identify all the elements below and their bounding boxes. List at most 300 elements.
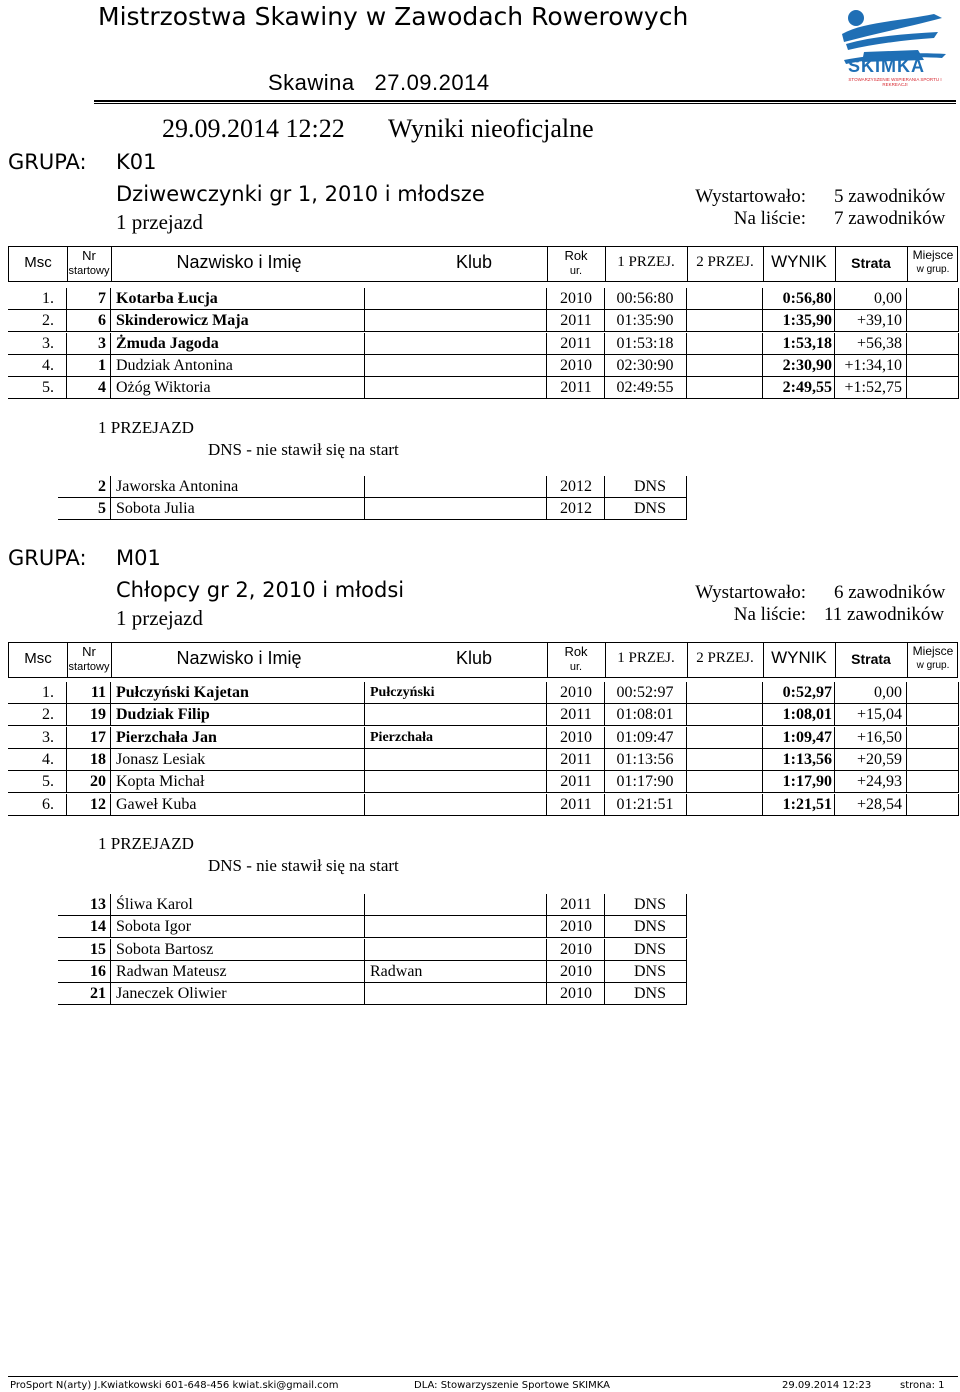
dns-row: [8, 961, 958, 983]
result-group-place: [906, 333, 958, 355]
row-column-separator: [110, 794, 111, 816]
result-name: Pierzchała Jan: [116, 728, 217, 746]
row-column-separator: [110, 333, 111, 355]
logo-wordmark: SKIMKA: [848, 56, 925, 76]
row-column-separator: [686, 476, 687, 498]
group-label: GRUPA:: [8, 546, 87, 570]
result-place: 3.: [42, 334, 54, 352]
dns-name: Sobota Julia: [116, 500, 195, 518]
row-column-separator: [546, 476, 547, 498]
row-column-separator: [686, 939, 687, 961]
column-header-wynik: [763, 649, 835, 667]
column-header-rok-text2: ur.: [569, 660, 583, 673]
row-column-separator: [762, 377, 763, 399]
column-header-club-text: Klub: [455, 648, 493, 668]
logo-subtext: STOWARZYSZENIE WSPIERANIA SPORTU I REKREACJI: [848, 77, 942, 87]
row-column-separator: [110, 916, 111, 938]
row-column-separator: [364, 961, 365, 983]
column-header-strata-text: Strata: [851, 255, 891, 271]
result-run2: [686, 682, 762, 704]
result-run2: [686, 355, 762, 377]
result-group-place: [906, 355, 958, 377]
column-header-msc: [9, 255, 67, 271]
row-column-separator: [958, 749, 959, 771]
result-place: 1.: [42, 290, 54, 307]
result-birth-year: 2011: [560, 312, 592, 330]
row-column-separator: [364, 771, 365, 793]
row-column-separator: [834, 310, 835, 332]
row-column-separator: [604, 894, 605, 916]
row-column-separator: [958, 333, 959, 355]
row-column-separator: [686, 749, 687, 771]
row-column-separator: [546, 939, 547, 961]
row-column-separator: [604, 704, 605, 726]
row-column-separator: [546, 310, 547, 332]
result-gap: +56,38: [856, 334, 902, 352]
result-row: [8, 288, 958, 310]
row-column-separator: [686, 288, 687, 310]
row-column-separator: [906, 377, 907, 399]
row-column-separator: [762, 310, 763, 332]
row-column-separator: [604, 939, 605, 961]
listed-value: 7 zawodników: [834, 208, 946, 229]
row-column-separator: [686, 377, 687, 399]
column-header-miejsce: [907, 249, 959, 275]
dns-bib: 14: [90, 918, 106, 936]
row-column-separator: [604, 682, 605, 704]
column-header-nr-text: Nr: [82, 248, 96, 263]
row-column-separator: [364, 288, 365, 310]
footer-page: strona: 1: [900, 1380, 945, 1391]
dns-status: DNS: [633, 962, 666, 980]
row-column-separator: [762, 749, 763, 771]
row-column-separator: [364, 749, 365, 771]
row-column-separator: [958, 682, 959, 704]
row-column-separator: [906, 704, 907, 726]
row-column-separator: [906, 727, 907, 749]
row-column-separator: [604, 916, 605, 938]
event-place-date: Skawina 27.09.2014: [268, 70, 490, 95]
result-row: [8, 355, 958, 377]
column-header-rok: [547, 645, 605, 673]
row-column-separator: [364, 916, 365, 938]
result-club: [370, 288, 546, 310]
column-header-p1-text: 1 PRZEJ.: [617, 254, 675, 270]
row-column-separator: [762, 333, 763, 355]
row-column-separator: [546, 377, 547, 399]
result-run2: [686, 377, 762, 399]
row-column-separator: [906, 771, 907, 793]
header-column-separator: [111, 247, 112, 281]
row-column-separator: [110, 961, 111, 983]
result-run1: 01:35:90: [616, 312, 674, 330]
row-column-separator: [686, 310, 687, 332]
dns-club: [370, 983, 546, 1005]
row-column-separator: [364, 498, 365, 520]
result-group-place: [906, 310, 958, 332]
result-birth-year: 2010: [560, 290, 592, 307]
result-run2: [686, 794, 762, 816]
result-bib: 1: [98, 356, 106, 374]
result-place: 1.: [42, 684, 54, 701]
dns-name: Jaworska Antonina: [116, 478, 239, 495]
row-column-separator: [906, 682, 907, 704]
row-column-separator: [958, 704, 959, 726]
dns-birth-year: 2012: [560, 478, 592, 495]
row-divider: [58, 519, 686, 520]
result-row: [8, 727, 958, 749]
row-column-separator: [762, 682, 763, 704]
group-name: Chłopcy gr 2, 2010 i młodsi: [116, 578, 405, 602]
row-column-separator: [686, 704, 687, 726]
row-column-separator: [66, 310, 67, 332]
row-column-separator: [364, 310, 365, 332]
listed-value: 11 zawodników: [824, 604, 945, 625]
result-group-place: [906, 749, 958, 771]
group-run: 1 przejazd: [116, 210, 203, 234]
row-column-separator: [834, 333, 835, 355]
result-run1: 02:49:55: [616, 379, 674, 397]
column-header-name-text: Nazwisko i Imię: [176, 252, 302, 272]
result-club: [370, 749, 546, 771]
result-club: [370, 333, 546, 355]
row-column-separator: [546, 727, 547, 749]
result-bib: 12: [90, 795, 106, 813]
result-club: [370, 310, 546, 332]
result-total: 1:21,51: [782, 795, 832, 813]
result-place: 5.: [42, 379, 54, 397]
row-column-separator: [364, 983, 365, 1005]
result-group-place: [906, 288, 958, 310]
row-column-separator: [686, 727, 687, 749]
row-column-separator: [110, 288, 111, 310]
row-column-separator: [604, 476, 605, 498]
result-group-place: [906, 794, 958, 816]
result-row: [8, 771, 958, 793]
result-run2: [686, 333, 762, 355]
dns-status: DNS: [633, 940, 666, 958]
column-header-miejsce-text: Miejsce: [912, 248, 954, 262]
row-column-separator: [110, 355, 111, 377]
result-place: 4.: [42, 750, 54, 768]
result-name: Skinderowicz Maja: [116, 312, 249, 330]
result-gap: 0,00: [874, 684, 902, 701]
results-table-header: [8, 246, 958, 282]
column-header-p2-text: 2 PRZEJ.: [696, 650, 754, 666]
dns-row: [8, 939, 958, 961]
dns-bib: 15: [90, 940, 106, 958]
dns-club: [370, 939, 546, 961]
result-total: 1:53,18: [782, 334, 832, 352]
row-column-separator: [604, 377, 605, 399]
row-column-separator: [546, 288, 547, 310]
result-run1: 01:21:51: [616, 795, 674, 813]
results-status: Wyniki nieoficjalne: [388, 114, 594, 143]
row-column-separator: [906, 333, 907, 355]
result-group-place: [906, 704, 958, 726]
result-row: [8, 794, 958, 816]
result-place: 3.: [42, 728, 54, 746]
row-column-separator: [686, 498, 687, 520]
row-column-separator: [546, 333, 547, 355]
dns-name: Śliwa Karol: [116, 896, 193, 913]
row-divider: [8, 815, 958, 816]
row-column-separator: [604, 310, 605, 332]
result-bib: 7: [98, 290, 106, 307]
result-club: [370, 377, 546, 399]
result-name: Kotarba Łucja: [116, 290, 218, 307]
result-gap: +1:34,10: [844, 356, 902, 374]
column-header-rok-text: Rok: [564, 248, 588, 263]
column-header-msc-text: Msc: [24, 254, 52, 271]
started-value: 6 zawodników: [834, 582, 946, 603]
row-column-separator: [110, 939, 111, 961]
result-run1: 00:56:80: [616, 290, 674, 307]
row-column-separator: [546, 749, 547, 771]
result-run1: 01:17:90: [616, 773, 674, 791]
row-column-separator: [604, 983, 605, 1005]
row-column-separator: [604, 961, 605, 983]
result-birth-year: 2010: [560, 356, 592, 374]
column-header-wynik-text: WYNIK: [771, 648, 827, 667]
result-run2: [686, 288, 762, 310]
result-birth-year: 2011: [560, 706, 592, 724]
row-column-separator: [834, 682, 835, 704]
result-total: 1:13,56: [782, 750, 832, 768]
footer-software: ProSport N(arty) J.Kwiatkowski 601-648-456 kwiat.ski@gmail.com: [10, 1380, 339, 1391]
results-timestamp: 29.09.2014 12:22: [162, 114, 345, 143]
row-column-separator: [546, 704, 547, 726]
result-group-place: [906, 682, 958, 704]
dns-name: Radwan Mateusz: [116, 962, 227, 980]
dns-row: [8, 916, 958, 938]
dns-club: [370, 476, 546, 498]
result-birth-year: 2011: [560, 773, 592, 791]
column-header-strata-text: Strata: [851, 651, 891, 667]
started-label: Wystartowało:: [695, 186, 806, 207]
column-header-p1: [605, 255, 687, 271]
row-column-separator: [364, 355, 365, 377]
result-name: Ożóg Wiktoria: [116, 379, 211, 397]
result-total: 2:49,55: [782, 379, 832, 397]
result-club: [370, 355, 546, 377]
result-run2: [686, 310, 762, 332]
column-header-club: [429, 253, 519, 272]
row-column-separator: [686, 682, 687, 704]
dns-birth-year: 2010: [560, 962, 592, 980]
row-column-separator: [686, 894, 687, 916]
row-column-separator: [906, 749, 907, 771]
row-column-separator: [110, 771, 111, 793]
column-header-club-text: Klub: [455, 252, 493, 272]
result-name: Dudziak Filip: [116, 706, 210, 724]
started-value: 5 zawodników: [834, 186, 946, 207]
row-column-separator: [762, 355, 763, 377]
result-row: [8, 310, 958, 332]
result-run2: [686, 771, 762, 793]
row-column-separator: [604, 498, 605, 520]
header-divider-thin: [94, 103, 956, 104]
row-column-separator: [762, 794, 763, 816]
row-column-separator: [958, 355, 959, 377]
dns-name: Janeczek Oliwier: [116, 985, 227, 1003]
column-header-nr-text2: startowy: [68, 660, 110, 673]
group-label: GRUPA:: [8, 150, 87, 174]
result-club: [370, 794, 546, 816]
column-header-rok-text: Rok: [564, 644, 588, 659]
row-column-separator: [834, 704, 835, 726]
dns-birth-year: 2012: [560, 500, 592, 518]
row-column-separator: [110, 727, 111, 749]
result-run2: [686, 704, 762, 726]
row-column-separator: [834, 355, 835, 377]
result-bib: 18: [90, 750, 106, 768]
result-birth-year: 2010: [560, 684, 592, 701]
row-column-separator: [604, 749, 605, 771]
result-bib: 4: [98, 379, 106, 397]
row-column-separator: [604, 288, 605, 310]
result-row: [8, 377, 958, 399]
column-header-p1-text: 1 PRZEJ.: [617, 650, 675, 666]
result-gap: +24,93: [856, 773, 902, 791]
row-column-separator: [834, 771, 835, 793]
column-header-name: [149, 649, 329, 668]
row-column-separator: [546, 771, 547, 793]
row-column-separator: [906, 355, 907, 377]
row-column-separator: [686, 355, 687, 377]
column-header-msc: [9, 651, 67, 667]
dns-club: [370, 894, 546, 916]
result-total: 1:09,47: [782, 728, 832, 746]
column-header-p2: [687, 255, 763, 271]
row-column-separator: [604, 771, 605, 793]
result-name: Żmuda Jagoda: [116, 334, 219, 352]
column-header-p2: [687, 651, 763, 667]
row-column-separator: [66, 377, 67, 399]
result-row: [8, 704, 958, 726]
row-column-separator: [686, 333, 687, 355]
result-gap: +15,04: [856, 706, 902, 724]
header-divider: [94, 100, 956, 102]
row-column-separator: [364, 704, 365, 726]
row-column-separator: [364, 727, 365, 749]
dns-status: DNS: [633, 896, 666, 913]
row-column-separator: [110, 704, 111, 726]
row-column-separator: [762, 727, 763, 749]
result-gap: 0,00: [874, 290, 902, 307]
row-column-separator: [66, 704, 67, 726]
dns-title: 1 PRZEJAZD: [98, 834, 194, 853]
column-header-nr: [67, 645, 111, 673]
row-column-separator: [546, 498, 547, 520]
dns-bib: 16: [90, 962, 106, 980]
result-row: [8, 682, 958, 704]
row-column-separator: [604, 355, 605, 377]
result-birth-year: 2011: [560, 334, 592, 352]
row-column-separator: [364, 476, 365, 498]
skimka-logo: [834, 4, 952, 88]
result-row: [8, 333, 958, 355]
row-column-separator: [604, 727, 605, 749]
row-column-separator: [66, 355, 67, 377]
result-place: 5.: [42, 773, 54, 791]
row-column-separator: [834, 727, 835, 749]
row-divider: [58, 1004, 686, 1005]
column-header-nr: [67, 249, 111, 277]
column-header-miejsce-text2: w grup.: [916, 659, 950, 671]
row-column-separator: [762, 288, 763, 310]
row-column-separator: [110, 377, 111, 399]
dns-row: [8, 476, 958, 498]
result-run1: 01:13:56: [616, 750, 674, 768]
group-code: K01: [116, 150, 157, 174]
row-column-separator: [958, 310, 959, 332]
result-club: [370, 704, 546, 726]
dns-club: [370, 916, 546, 938]
result-gap: +28,54: [856, 795, 902, 813]
column-header-nr-text2: startowy: [68, 264, 110, 277]
row-column-separator: [834, 288, 835, 310]
dns-birth-year: 2010: [560, 940, 592, 958]
result-run1: 02:30:90: [616, 356, 674, 374]
dns-name: Sobota Igor: [116, 918, 192, 936]
result-name: Kopta Michał: [116, 773, 205, 791]
result-place: 2.: [42, 706, 54, 724]
result-name: Jonasz Lesiak: [116, 750, 206, 768]
group-code: M01: [116, 546, 161, 570]
result-birth-year: 2010: [560, 728, 592, 746]
row-column-separator: [66, 288, 67, 310]
result-bib: 3: [98, 334, 106, 352]
result-total: 0:52,97: [782, 684, 832, 701]
column-header-rok: [547, 249, 605, 277]
dns-birth-year: 2010: [560, 985, 592, 1003]
column-header-name: [149, 253, 329, 272]
row-column-separator: [364, 939, 365, 961]
result-gap: +16,50: [856, 728, 902, 746]
result-run1: 01:08:01: [616, 706, 674, 724]
row-column-separator: [66, 794, 67, 816]
result-name: Dudziak Antonina: [116, 356, 233, 374]
result-total: 1:08,01: [782, 706, 832, 724]
dns-bib: 2: [98, 478, 106, 495]
result-bib: 19: [90, 706, 106, 724]
row-column-separator: [834, 794, 835, 816]
row-column-separator: [110, 682, 111, 704]
row-column-separator: [110, 498, 111, 520]
row-column-separator: [834, 377, 835, 399]
row-column-separator: [364, 377, 365, 399]
row-column-separator: [604, 333, 605, 355]
dns-status: DNS: [633, 478, 666, 495]
row-column-separator: [958, 288, 959, 310]
dns-row: [8, 498, 958, 520]
row-column-separator: [110, 894, 111, 916]
result-run1: 00:52:97: [616, 684, 674, 701]
result-group-place: [906, 727, 958, 749]
row-column-separator: [604, 794, 605, 816]
listed-label: Na liście:: [733, 208, 806, 229]
row-column-separator: [906, 288, 907, 310]
result-place: 4.: [42, 356, 54, 374]
dns-birth-year: 2011: [560, 896, 592, 913]
footer-divider: [8, 1376, 958, 1377]
column-header-club: [429, 649, 519, 668]
row-column-separator: [546, 961, 547, 983]
row-column-separator: [110, 749, 111, 771]
column-header-nr-text: Nr: [82, 644, 96, 659]
row-column-separator: [834, 749, 835, 771]
